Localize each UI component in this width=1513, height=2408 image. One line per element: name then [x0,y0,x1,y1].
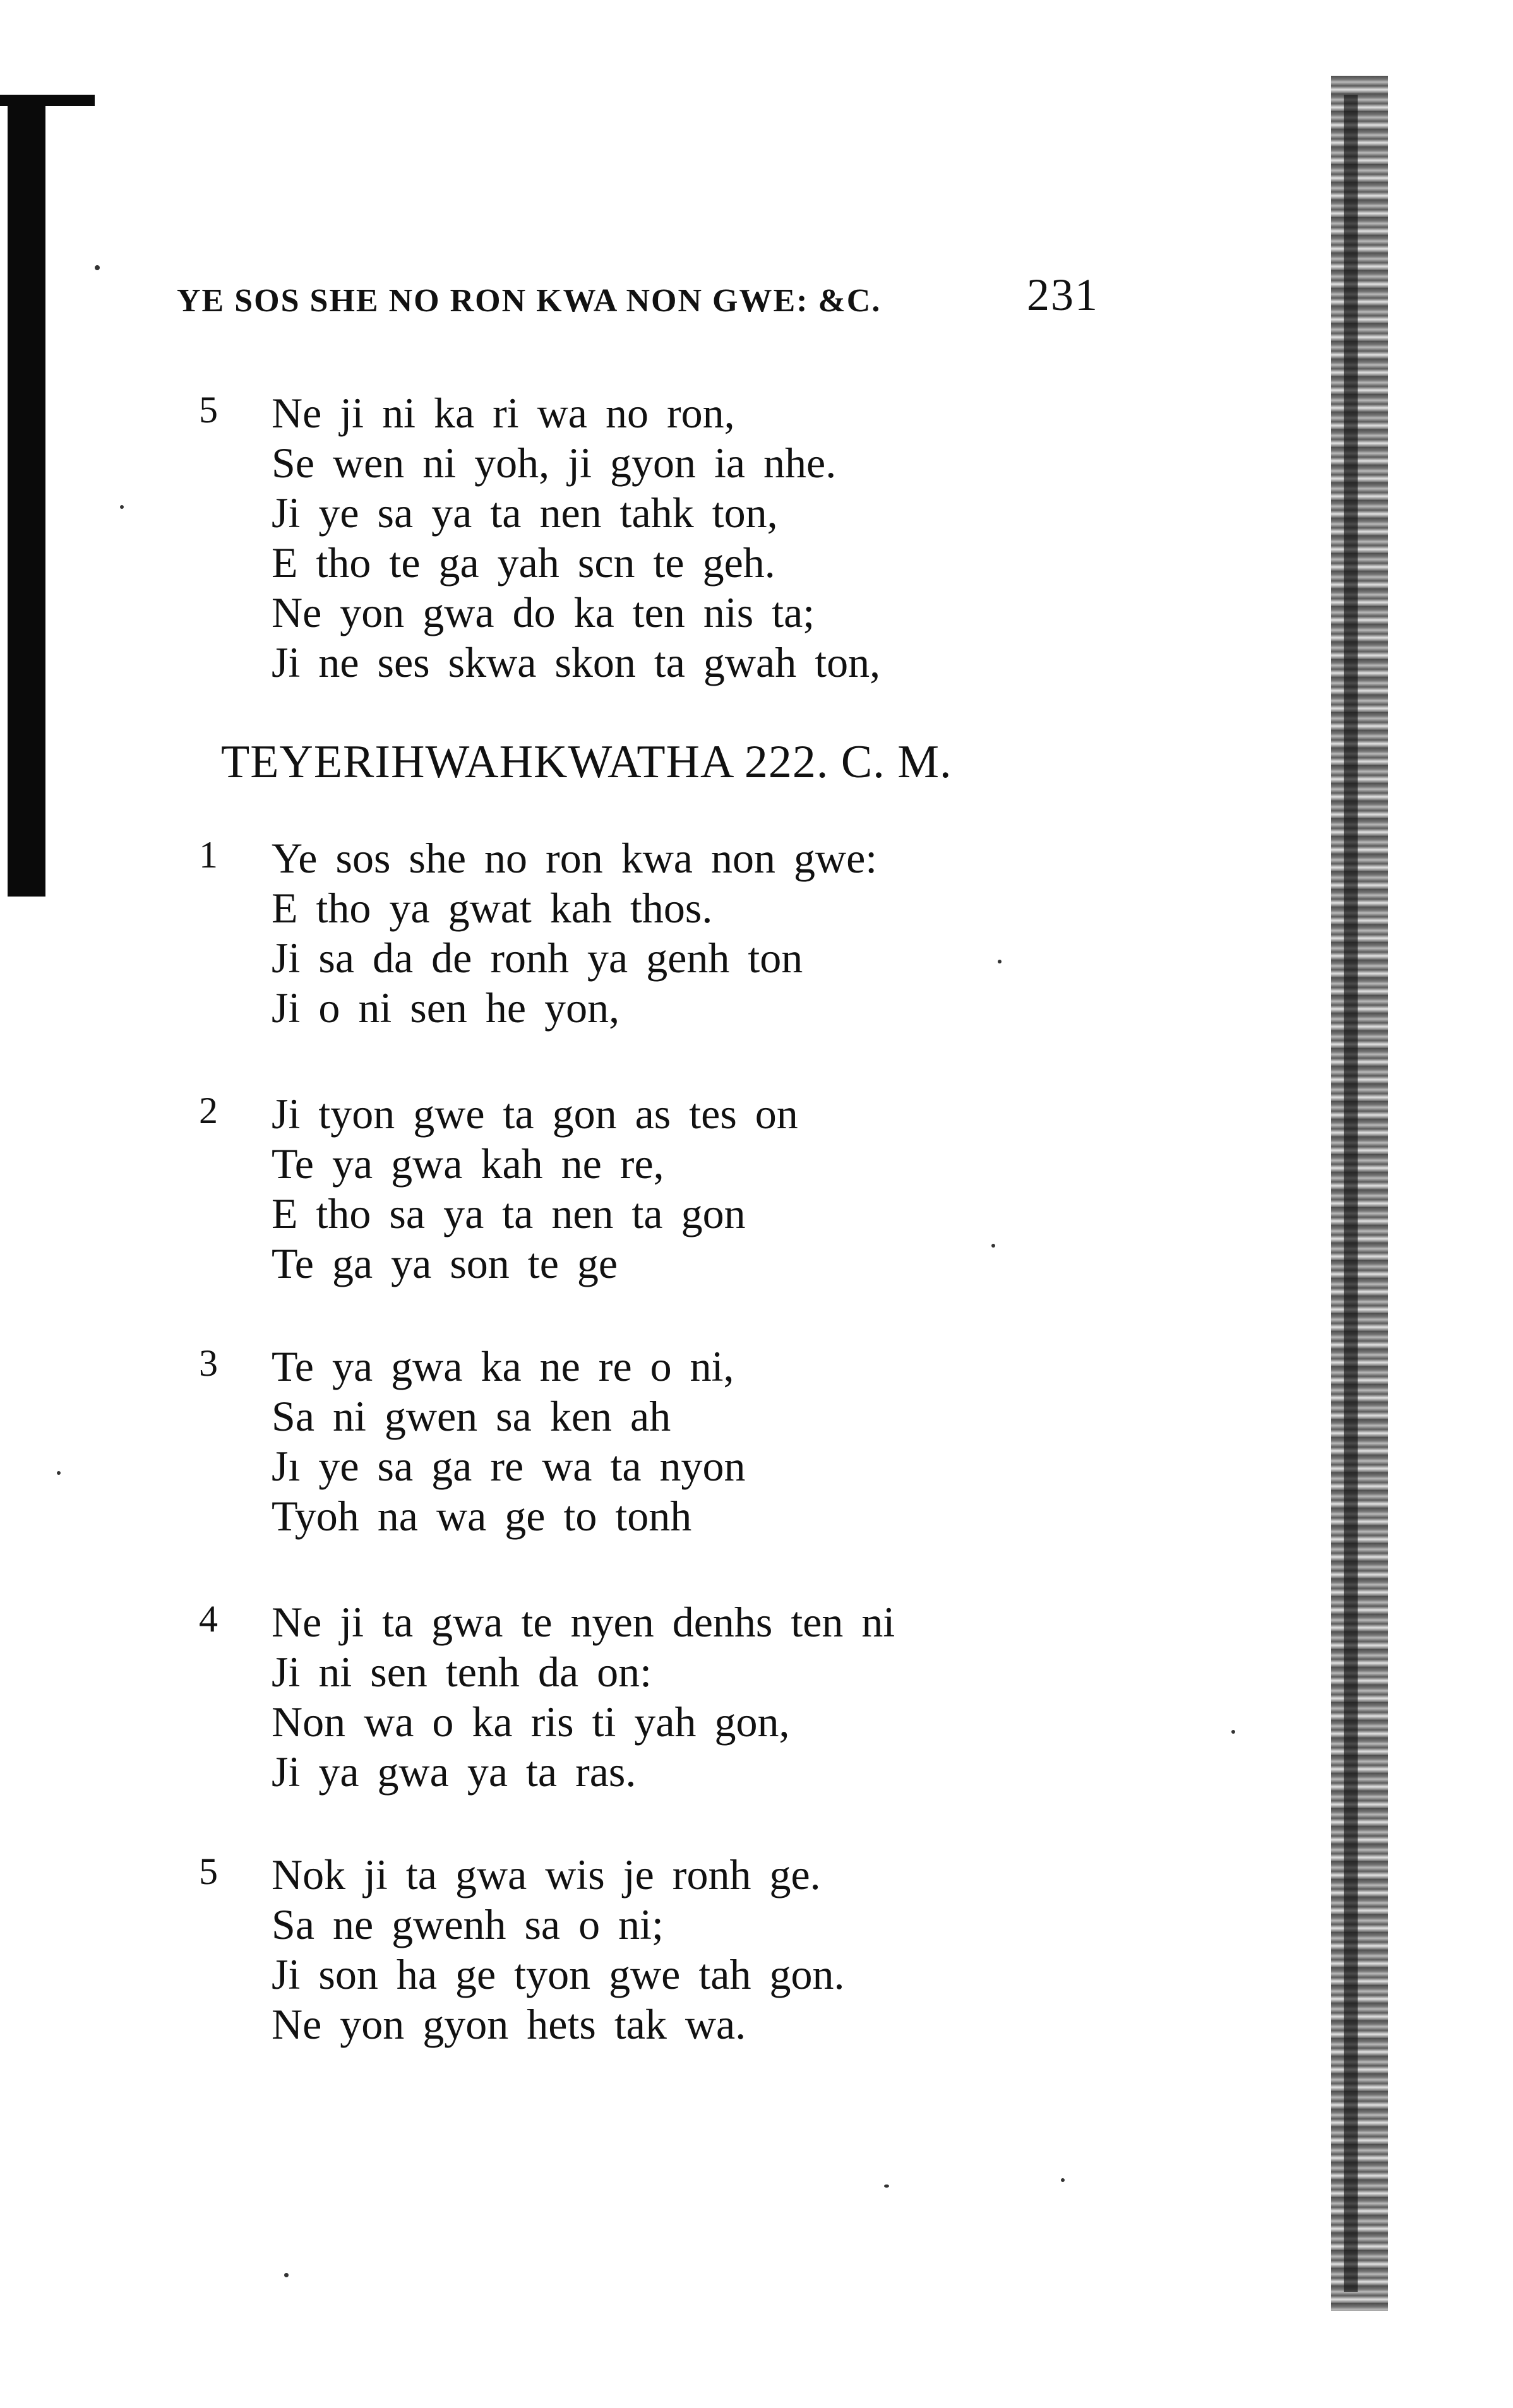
stanza-lines [272,1089,798,1289]
stanza-lines [272,1597,895,1797]
verse-line: Ye sos she no ron kwa non gwe: [272,834,878,882]
verse-line: Te ga ya son te ge [272,1239,618,1287]
scan-speck [284,2273,289,2277]
binding-bar [8,95,45,897]
page-edge-shadow [1331,76,1388,2311]
scan-speck [120,505,124,509]
verse-line: E tho te ga yah scn te geh. [272,539,775,587]
scan-speck [1231,1730,1235,1734]
stanza-number: 5 [199,1851,218,1892]
verse-line: Ji ye sa ya ta nen tahk ton, [272,489,778,537]
stanza-lines [272,1850,844,2049]
verse-line: Ne ji ta gwa te nyen denhs ten ni [272,1598,895,1646]
verse-line: E tho sa ya ta nen ta gon [272,1189,746,1237]
verse-line: Ji o ni sen he yon, [272,984,620,1032]
stanza-number: 2 [199,1090,218,1131]
verse-line: Ji ya gwa ya ta ras. [272,1748,637,1796]
scan-speck [991,1244,995,1248]
scan-speck [95,265,100,270]
verse-line: Ji ne ses skwa skon ta gwah ton, [272,638,881,686]
verse-line: Sa ni gwen sa ken ah [272,1392,671,1440]
verse-line: Ji ni sen tenh da on: [272,1648,652,1696]
hymn-heading: TEYERIHWAHKWATHA 222. C. M. [221,736,952,788]
stanza-lines [272,833,877,1033]
stanza-number: 1 [199,834,218,876]
verse-line: Ne yon gyon hets tak wa. [272,2000,746,2048]
verse-line: Jı ye sa ga re wa ta nyon [272,1442,746,1490]
verse-line: Te ya gwa kah ne re, [272,1140,664,1188]
running-head [177,270,1099,320]
verse-line: Nok ji ta gwa wis je ronh ge. [272,1851,821,1898]
page-number: 231 [1027,270,1099,320]
verse-line: Ji tyon gwe ta gon as tes on [272,1090,798,1138]
stanza-lines [272,388,880,688]
scan-speck [884,2184,889,2188]
verse-line: Ji sa da de ronh ya genh ton [272,934,803,982]
verse-line: E tho ya gwat kah thos. [272,884,713,932]
verse-line: Sa ne gwenh sa o ni; [272,1900,664,1948]
verse-line: Ne ji ni ka ri wa no ron, [272,389,735,437]
verse-line: Ne yon gwa do ka ten nis ta; [272,588,815,636]
stanza-number: 4 [199,1598,218,1640]
verse-line: Ji son ha ge tyon gwe tah gon. [272,1950,845,1998]
verse-line: Se wen ni yoh, ji gyon ia nhe. [272,439,837,487]
running-head-title: YE SOS SHE NO RON KWA NON GWE: &C. [177,283,882,319]
verse-line: Non wa o ka ris ti yah gon, [272,1698,790,1746]
stanza-number: 3 [199,1342,218,1384]
scan-speck [1061,2178,1065,2182]
verse-line: Te ya gwa ka ne re o ni, [272,1342,734,1390]
stanza-lines [272,1342,746,1541]
scan-speck [998,960,1002,963]
verse-line: Tyoh na wa ge to tonh [272,1492,692,1540]
scan-speck [57,1471,61,1475]
page-edge-inner [1344,95,1358,2292]
stanza-number: 5 [199,389,218,431]
